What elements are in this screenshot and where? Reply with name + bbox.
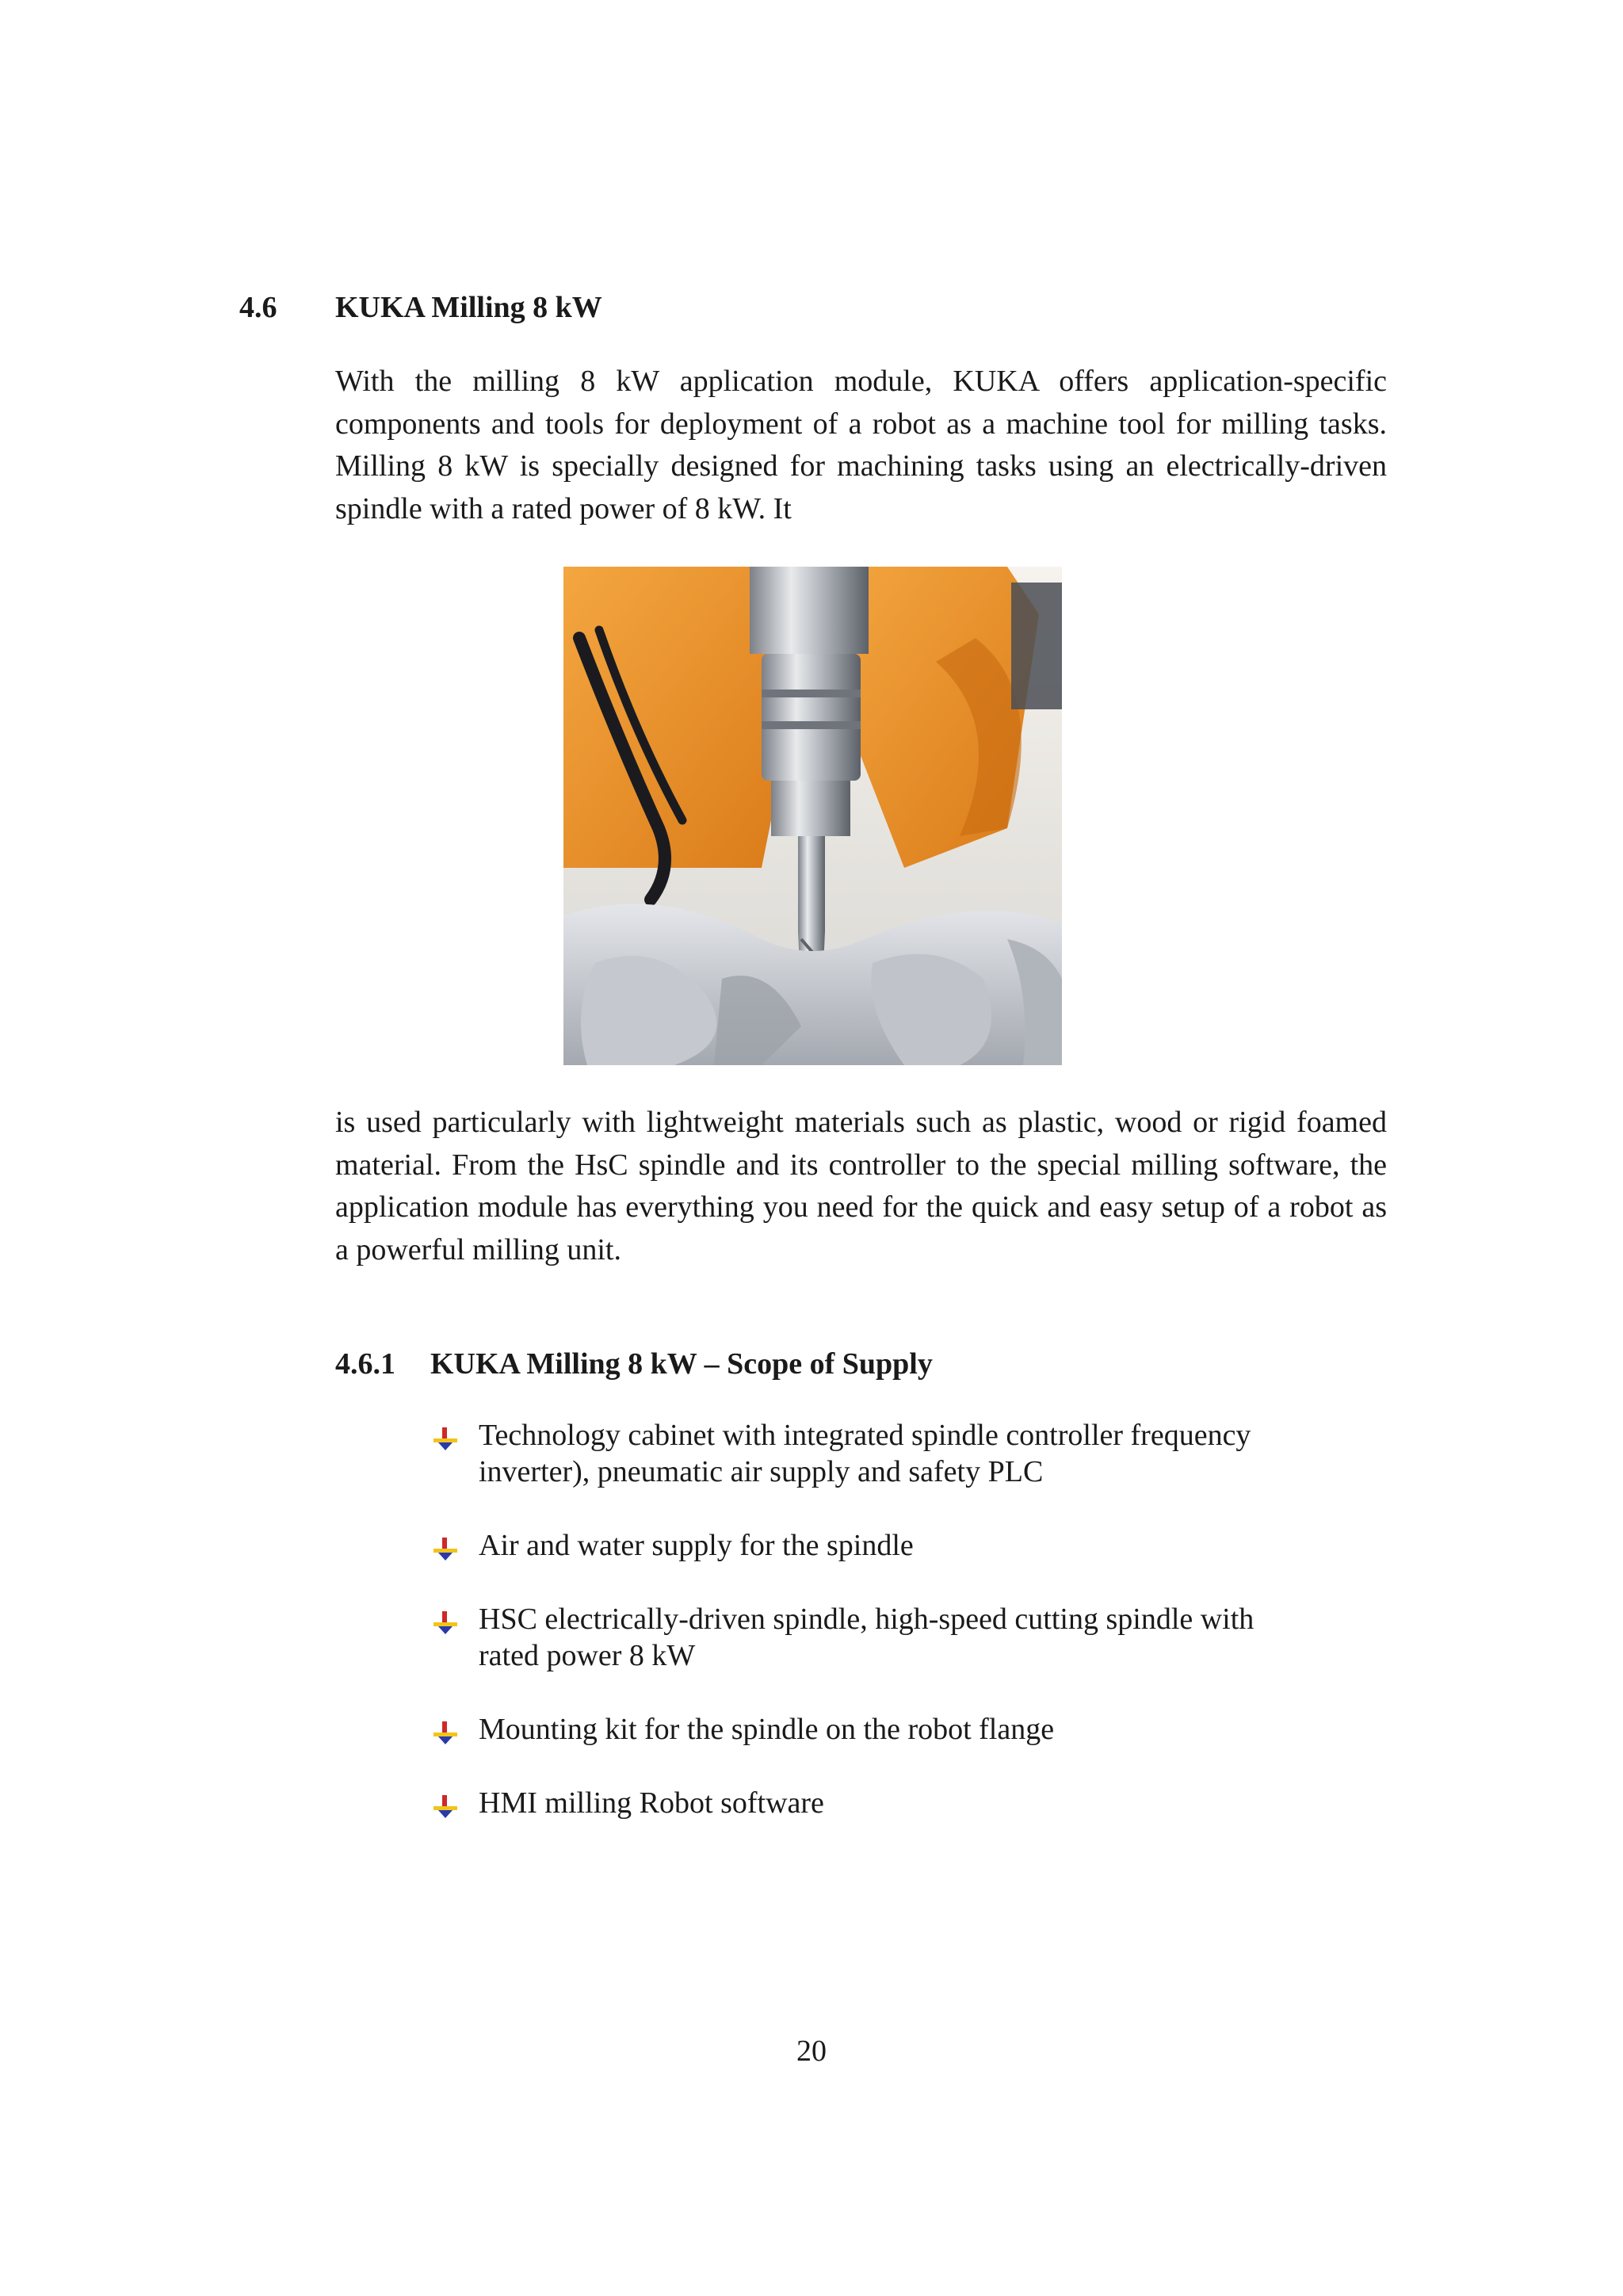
list-item	[428, 1711, 1379, 1748]
section-number: 4.6	[239, 291, 277, 324]
page-number: 20	[796, 2034, 827, 2068]
intro-paragraph	[335, 361, 1387, 530]
bullet-arrow-icon	[432, 1427, 459, 1451]
list-item	[428, 1601, 1379, 1674]
list-item-line: HSC electrically-driven spindle, high-speed cutting spindle with	[479, 1603, 1254, 1636]
section-title: KUKA Milling 8 kW	[335, 291, 602, 324]
bullet-arrow-icon	[432, 1795, 459, 1819]
milling-robot-photo	[563, 567, 1062, 1065]
list-item-line: inverter), pneumatic air supply and safety PLC	[479, 1455, 1044, 1488]
scope-of-supply-list	[428, 1417, 1379, 1821]
bullet-arrow-icon	[432, 1538, 459, 1561]
list-item-line: Technology cabinet with integrated spindle controller frequency	[479, 1419, 1251, 1452]
list-item	[428, 1785, 1379, 1821]
list-item-line: rated power 8 kW	[479, 1639, 696, 1672]
list-item-line: Air and water supply for the spindle	[479, 1529, 914, 1562]
list-item	[428, 1527, 1379, 1564]
subsection-number: 4.6.1	[335, 1347, 395, 1381]
bullet-arrow-icon	[432, 1611, 459, 1635]
list-item-line: Mounting kit for the spindle on the robot flange	[479, 1713, 1055, 1746]
intro-text: With the milling 8 kW application module, KUKA offers application-specific components and tools for deployment of a robot as a machine tool for milling tasks. Milling 8 kW is specially designed for machining tasks using an electrically-driven spindle with a rated power of 8 kW. It	[335, 365, 1387, 525]
subsection-title: KUKA Milling 8 kW – Scope of Supply	[430, 1347, 933, 1381]
list-item-line: HMI milling Robot software	[479, 1786, 824, 1820]
continuation-text: is used particularly with lightweight materials such as plastic, wood or rigid foamed material. From the HsC spindle and its controller to the special milling software, the application module has everything you need for the quick and easy setup of a robot as a powerful milling unit.	[335, 1106, 1387, 1266]
continuation-paragraph	[335, 1102, 1387, 1271]
milling-robot-illustration	[563, 567, 1062, 1065]
bullet-arrow-icon	[432, 1721, 459, 1745]
list-item	[428, 1417, 1379, 1490]
